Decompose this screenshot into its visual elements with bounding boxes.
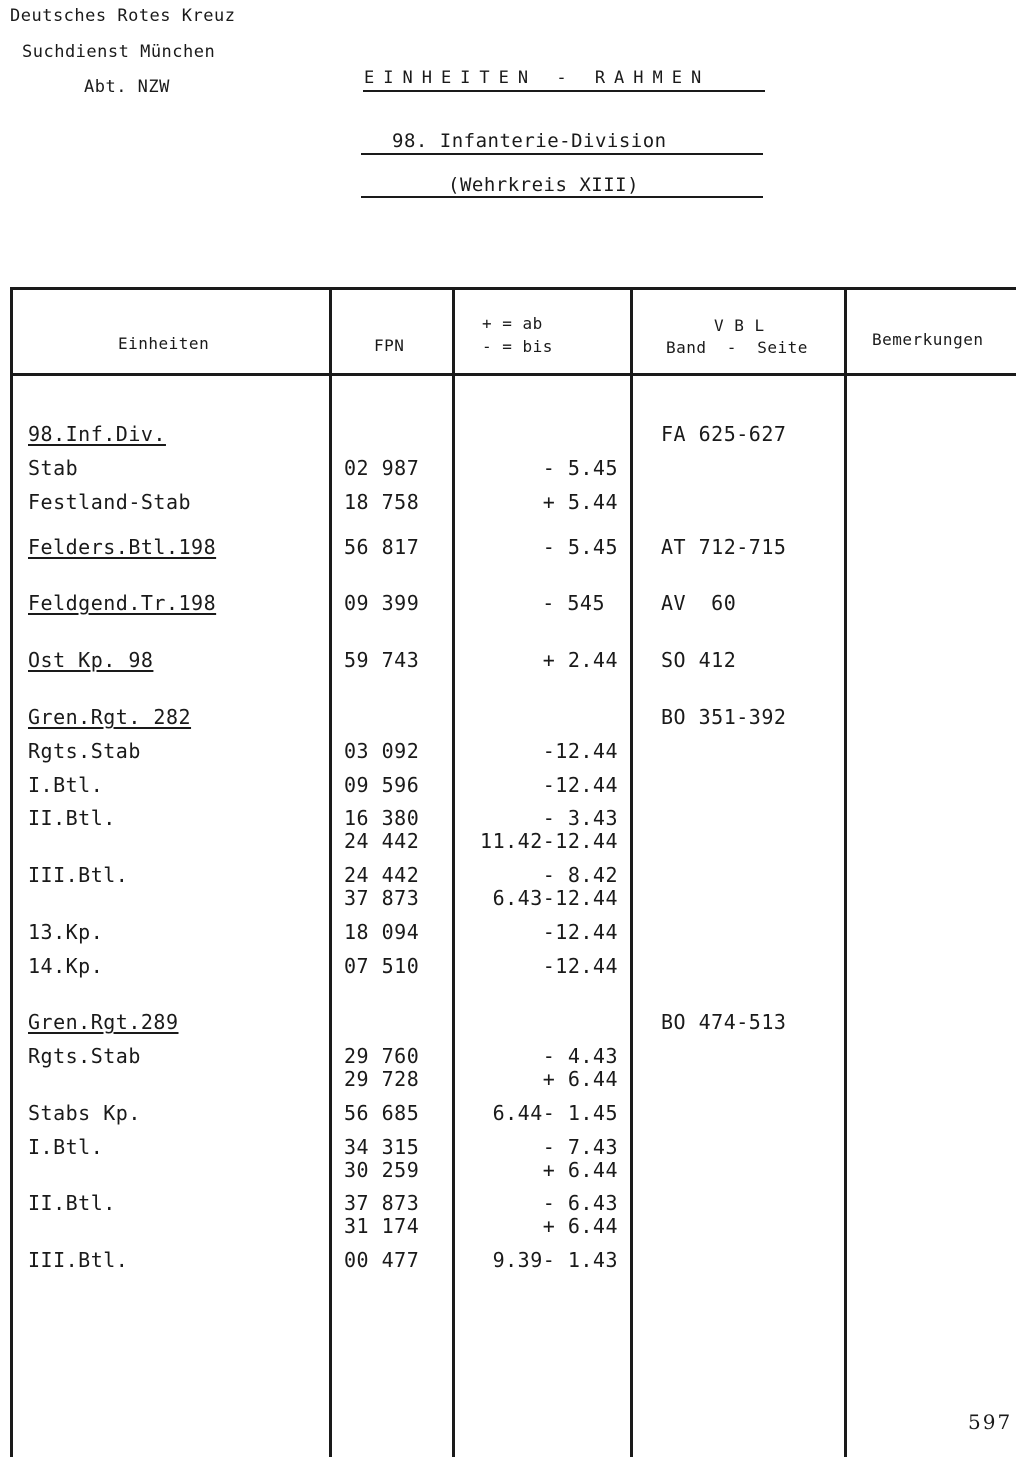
fpn-cell: 34 315 [344, 1135, 420, 1159]
vbl-cell: BO 474-513 [661, 1010, 787, 1034]
fpn-cell: 09 399 [344, 591, 420, 615]
vbl-cell: AV 60 [661, 591, 737, 615]
unit-cell: Gren.Rgt. 282 [28, 705, 192, 729]
fpn-cell: 02 987 [344, 456, 420, 480]
unit-cell: Ost Kp. 98 [28, 648, 154, 672]
fpn-cell: 16 380 [344, 806, 420, 830]
header-einheiten: Einheiten [118, 334, 210, 353]
unit-cell: Feldgend.Tr.198 [28, 591, 217, 615]
date-cell: -12.44 [542, 773, 618, 797]
title-underline [363, 90, 765, 92]
fpn-cell: 59 743 [344, 648, 420, 672]
header-fpn: FPN [374, 336, 405, 355]
fpn-cell: 37 873 [344, 886, 420, 910]
fpn-cell: 18 758 [344, 490, 420, 514]
fpn-cell: 30 259 [344, 1158, 420, 1182]
vbl-cell: AT 712-715 [661, 535, 787, 559]
unit-cell: Rgts.Stab [28, 739, 141, 763]
unit-cell: Gren.Rgt.289 [28, 1010, 179, 1034]
fpn-cell: 37 873 [344, 1191, 420, 1215]
fpn-cell: 29 760 [344, 1044, 420, 1068]
date-cell: - 5.45 [542, 535, 618, 559]
header-band-seite: Band - Seite [666, 338, 808, 357]
page-number: 597 [968, 1410, 1013, 1434]
unit-cell: Stabs Kp. [28, 1101, 141, 1125]
sender-line-3: Abt. NZW [84, 77, 170, 97]
fpn-cell: 24 442 [344, 829, 420, 853]
column-divider-1 [329, 287, 332, 1457]
document-title: EINHEITEN - RAHMEN [364, 68, 711, 88]
fpn-cell: 03 092 [344, 739, 420, 763]
date-cell: -12.44 [542, 954, 618, 978]
date-cell: 6.43-12.44 [492, 886, 618, 910]
sender-line-2: Suchdienst München [22, 42, 216, 62]
division-title: 98. Infanterie-Division [392, 130, 667, 152]
fpn-cell: 09 596 [344, 773, 420, 797]
unit-cell: III.Btl. [28, 1248, 129, 1272]
fpn-cell: 18 094 [344, 920, 420, 944]
date-cell: -12.44 [542, 920, 618, 944]
unit-cell: Festland-Stab [28, 490, 192, 514]
vbl-cell: BO 351-392 [661, 705, 787, 729]
column-divider-3 [630, 287, 633, 1457]
unit-cell: 14.Kp. [28, 954, 104, 978]
date-cell: - 6.43 [542, 1191, 618, 1215]
vbl-cell: SO 412 [661, 648, 737, 672]
table-header-border [10, 373, 1016, 376]
unit-cell: III.Btl. [28, 863, 129, 887]
header-vbl: V B L [714, 316, 765, 335]
date-cell: 6.44- 1.45 [492, 1101, 618, 1125]
fpn-cell: 31 174 [344, 1214, 420, 1238]
unit-cell: 13.Kp. [28, 920, 104, 944]
date-cell: - 3.43 [542, 806, 618, 830]
header-bis: - = bis [482, 337, 553, 356]
fpn-cell: 24 442 [344, 863, 420, 887]
header-bemerkungen: Bemerkungen [872, 330, 984, 349]
date-cell: 9.39- 1.43 [492, 1248, 618, 1272]
fpn-cell: 56 685 [344, 1101, 420, 1125]
header-ab: + = ab [482, 314, 543, 333]
table-left-border [10, 287, 13, 1457]
unit-cell: II.Btl. [28, 1191, 116, 1215]
date-cell: - 7.43 [542, 1135, 618, 1159]
unit-cell: 98.Inf.Div. [28, 422, 166, 446]
date-cell: + 5.44 [542, 490, 618, 514]
date-cell: + 6.44 [542, 1067, 618, 1091]
date-cell: + 2.44 [542, 648, 618, 672]
unit-cell: Stab [28, 456, 79, 480]
date-cell: - 4.43 [542, 1044, 618, 1068]
date-cell: - 8.42 [542, 863, 618, 887]
fpn-cell: 00 477 [344, 1248, 420, 1272]
wehrkreis-underline [361, 196, 763, 198]
wehrkreis-title: (Wehrkreis XIII) [448, 174, 640, 196]
unit-cell: Felders.Btl.198 [28, 535, 217, 559]
unit-cell: II.Btl. [28, 806, 116, 830]
date-cell: -12.44 [542, 739, 618, 763]
column-divider-2 [452, 287, 455, 1457]
date-cell: - 545 [542, 591, 605, 615]
date-cell: + 6.44 [542, 1158, 618, 1182]
date-cell: + 6.44 [542, 1214, 618, 1238]
vbl-cell: FA 625-627 [661, 422, 787, 446]
column-divider-4 [844, 287, 847, 1457]
unit-cell: I.Btl. [28, 773, 104, 797]
division-underline [361, 153, 763, 155]
unit-cell: Rgts.Stab [28, 1044, 141, 1068]
sender-line-1: Deutsches Rotes Kreuz [10, 6, 236, 26]
date-cell: 11.42-12.44 [480, 829, 618, 853]
unit-cell: I.Btl. [28, 1135, 104, 1159]
fpn-cell: 29 728 [344, 1067, 420, 1091]
date-cell: - 5.45 [542, 456, 618, 480]
fpn-cell: 56 817 [344, 535, 420, 559]
table-top-border [10, 287, 1016, 290]
fpn-cell: 07 510 [344, 954, 420, 978]
